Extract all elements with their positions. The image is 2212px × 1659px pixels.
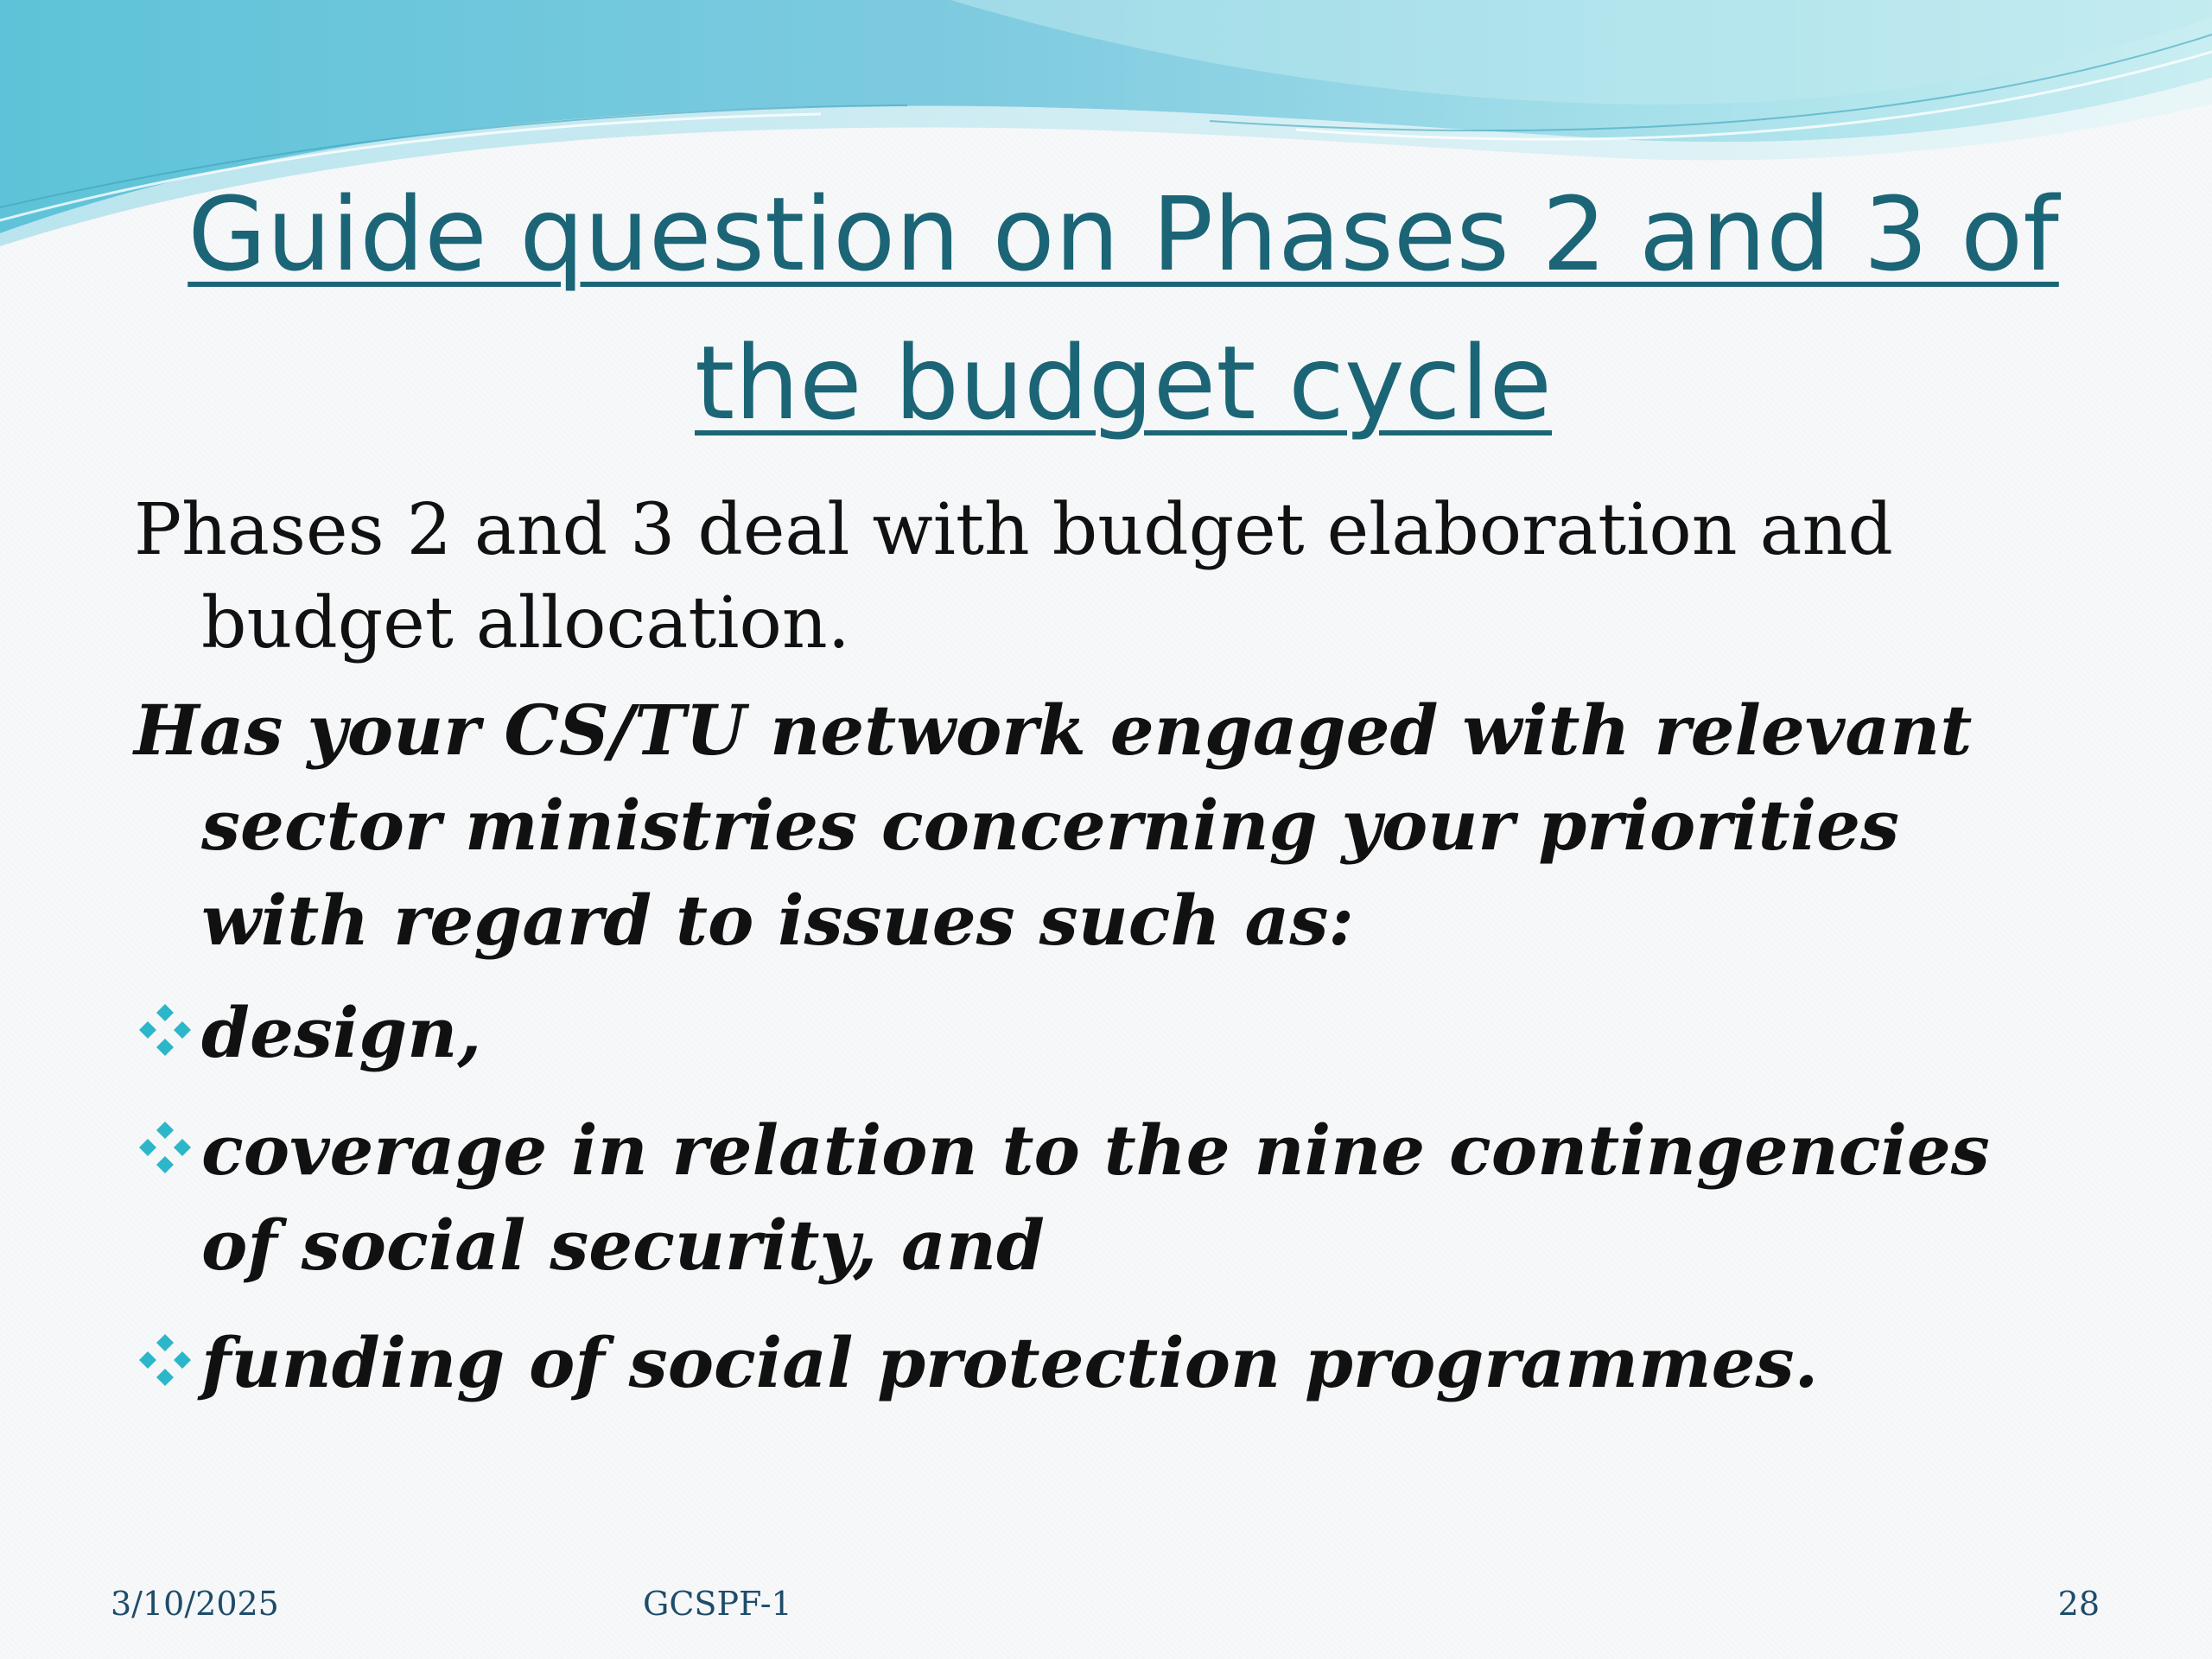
bullet-text: funding of social protection programmes.: [201, 1322, 1819, 1403]
slide-title: Guide question on Phases 2 and 3 of the budget cycle: [188, 175, 2059, 442]
diamond-four-bullet-icon: [136, 1118, 194, 1177]
footer-date: 3/10/2025: [111, 1585, 279, 1623]
bullet-item: [134, 1103, 2087, 1293]
slide-body: [134, 484, 2087, 1433]
footer-organization: GCSPF-1: [643, 1585, 792, 1623]
bullet-text: coverage in relation to the nine contingencies of social security, and: [201, 1109, 1990, 1286]
bullet-text: design,: [201, 992, 482, 1073]
diamond-four-bullet-icon: [136, 1331, 194, 1389]
diamond-four-bullet-icon: [136, 1001, 194, 1059]
bullet-item: [134, 1315, 2087, 1410]
intro-paragraph: Phases 2 and 3 deal with budget elaboration and budget allocation.: [134, 489, 1893, 664]
guide-question: Has your CS/TU network engaged with relevant sector ministries concerning your priorities with regard to issues such as:: [134, 690, 1973, 961]
bullet-item: [134, 985, 2087, 1080]
footer-page-number: 28: [2057, 1585, 2100, 1623]
